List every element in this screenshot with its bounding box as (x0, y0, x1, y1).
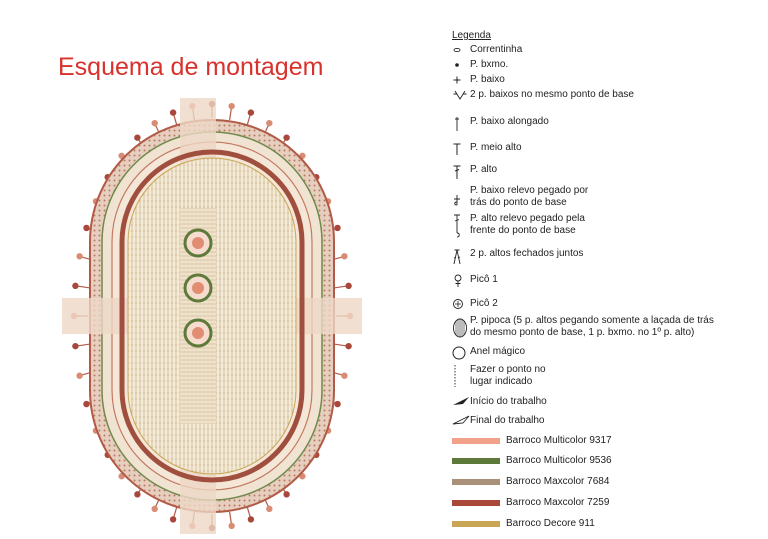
fringe-picot (228, 103, 234, 109)
fringe-picot (345, 343, 351, 349)
fringe-picot (248, 109, 254, 115)
legend-item: Anel mágico (452, 346, 525, 360)
fringe-picot (76, 253, 82, 259)
double-crochet-icon (452, 164, 470, 180)
page-title: Esquema de montagem (58, 53, 324, 81)
fringe-picot (83, 401, 89, 407)
legend-color-item: Barroco Multicolor 9317 (452, 435, 612, 447)
fringe-picot (134, 491, 140, 497)
fringe-picot (345, 283, 351, 289)
legend-item: P. baixo (452, 74, 505, 86)
fringe-picot (266, 120, 272, 126)
fringe-picot (283, 134, 289, 140)
fringe-picot (134, 134, 140, 140)
fringe-picot (228, 523, 234, 529)
legend-color-item: Barroco Maxcolor 7259 (452, 497, 609, 509)
end-arrow-icon (452, 415, 470, 425)
legend-item: P. baixo relevo pegado por trás do ponto de base (452, 185, 588, 209)
half-double-crochet-icon (452, 142, 470, 156)
fringe-picot (334, 401, 340, 407)
sc-increase-icon (452, 89, 470, 101)
legend-item: P. pipoca (5 p. altos pegando somente a laçada de trás do mesmo ponto de base, 1 p. bxmo. no 1º p. alto) (452, 315, 714, 339)
fringe-picot (248, 516, 254, 522)
fringe-picot (334, 225, 340, 231)
center-motif-top (185, 230, 211, 256)
legend-item: 2 p. altos fechados juntos (452, 248, 583, 266)
single-crochet-icon (452, 74, 470, 86)
crochet-assembly-diagram (62, 98, 362, 534)
chain-stitch-icon (452, 44, 470, 56)
legend-heading: Legenda (452, 30, 491, 41)
color-swatch (452, 479, 500, 485)
legend-item: Picô 2 (452, 298, 498, 310)
legend-item: P. alto relevo pegado pela frente do ponto de base (452, 213, 585, 239)
front-post-dc-icon (452, 213, 470, 239)
color-swatch (452, 458, 500, 464)
color-swatch (452, 521, 500, 527)
indicated-place-icon (452, 364, 470, 388)
fringe-picot (283, 491, 289, 497)
center-motif-bottom (185, 320, 211, 346)
fringe-picot (170, 109, 176, 115)
legend-item: P. baixo alongado (452, 116, 549, 132)
fringe-picot (72, 283, 78, 289)
start-arrow-icon (452, 396, 470, 406)
legend-color-item: Barroco Maxcolor 7684 (452, 476, 609, 488)
legend-item: Início do trabalho (452, 396, 547, 408)
legend-item: Picô 1 (452, 274, 498, 288)
fringe-picot (83, 225, 89, 231)
fringe-picot (151, 120, 157, 126)
legend-item: P. alto (452, 164, 497, 180)
popcorn-stitch-icon (452, 315, 470, 339)
magic-ring-icon (452, 346, 470, 360)
legend-color-item: Barroco Decore 911 (452, 518, 595, 530)
legend-color-item: Barroco Multicolor 9536 (452, 455, 612, 467)
fringe-picot (72, 343, 78, 349)
slip-stitch-icon (452, 59, 470, 71)
fringe-picot (341, 253, 347, 259)
legend-item: Final do trabalho (452, 415, 545, 427)
picot-2-icon (452, 298, 470, 310)
color-swatch (452, 500, 500, 506)
fringe-picot (151, 506, 157, 512)
color-swatch (452, 438, 500, 444)
legend-item: 2 p. baixos no mesmo ponto de base (452, 89, 634, 101)
fringe-picot (266, 506, 272, 512)
legend-item: Correntinha (452, 44, 522, 56)
center-motif-middle (185, 275, 211, 301)
legend-item: P. meio alto (452, 142, 522, 156)
legend-item: P. bxmo. (452, 59, 508, 71)
dc2tog-icon (452, 248, 470, 266)
back-post-sc-icon (452, 185, 470, 207)
picot-1-icon (452, 274, 470, 288)
fringe-picot (341, 373, 347, 379)
legend-item: Fazer o ponto no lugar indicado (452, 364, 546, 388)
fringe-picot (76, 373, 82, 379)
long-single-crochet-icon (452, 116, 470, 132)
fringe-picot (170, 516, 176, 522)
